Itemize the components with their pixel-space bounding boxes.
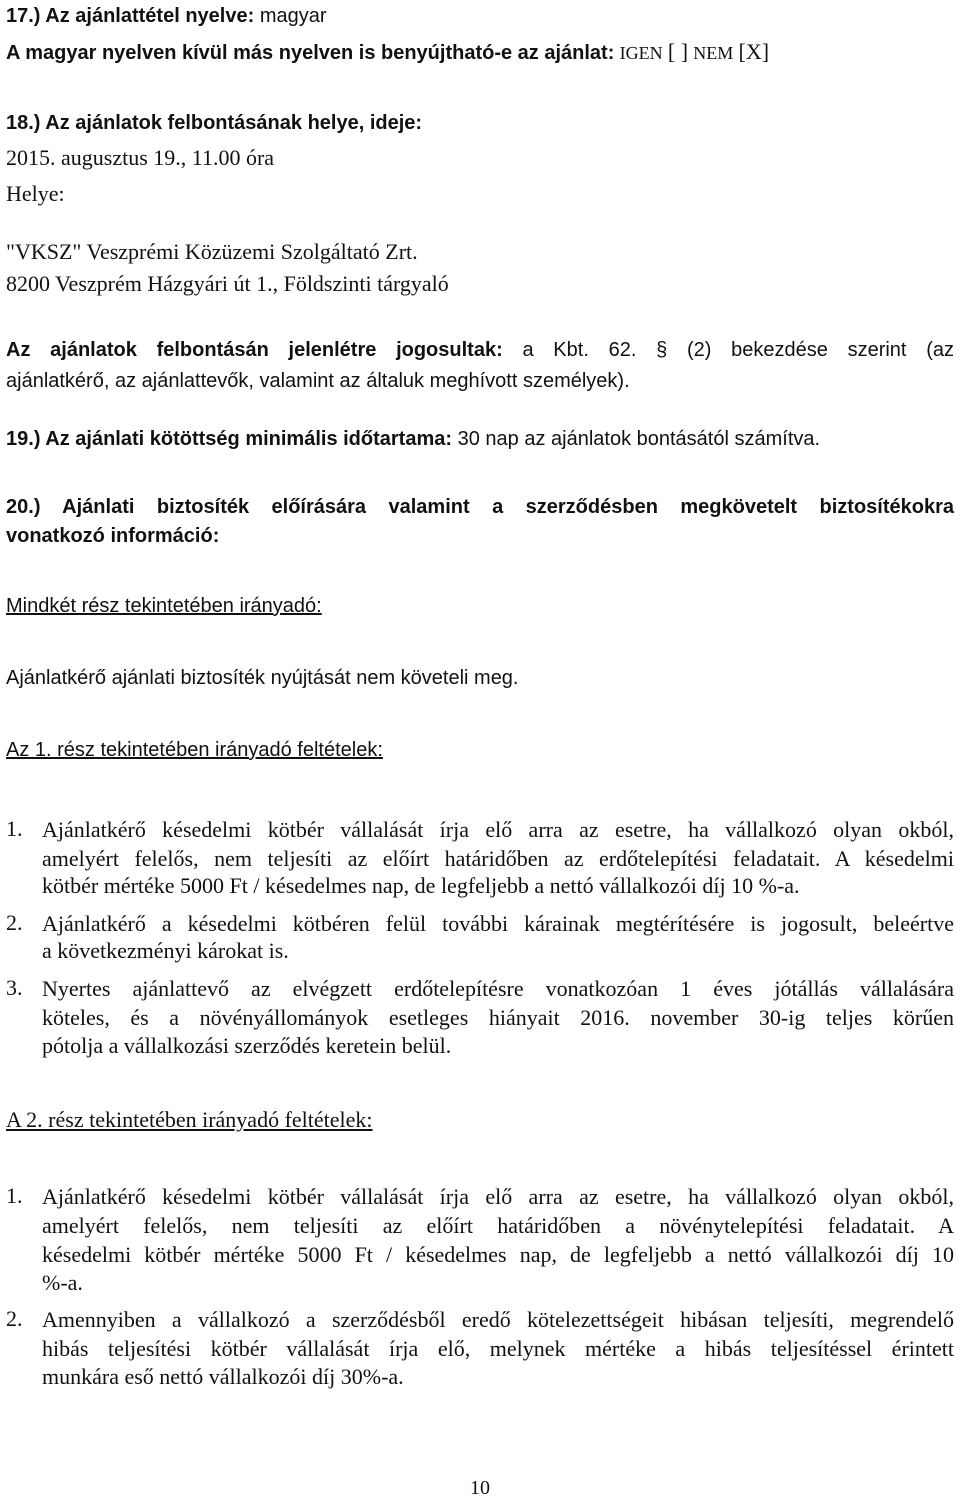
section-17-language: magyar bbox=[259, 5, 327, 27]
both-parts-heading: Mindkét rész tekintetében irányadó: bbox=[6, 595, 322, 617]
section-17-question bbox=[6, 40, 769, 65]
page-number: 10 bbox=[470, 1477, 490, 1499]
part-2-item-1-line-2: amelyért felelős, nem teljesíti az előírt határidőben a növénytelepítési feladatait. A bbox=[42, 1213, 954, 1238]
attendance-line-1 bbox=[6, 339, 954, 362]
part-1-item-1-number: 1. bbox=[6, 816, 23, 841]
part-1-item-2-line-2: a következményi károkat is. bbox=[42, 938, 289, 963]
section-19-text: 30 nap az ajánlatok bontásától számítva. bbox=[457, 428, 821, 450]
part-2-heading: A 2. rész tekintetében irányadó feltételek: bbox=[6, 1107, 373, 1132]
part-2-item-1-line-3: késedelmi kötbér mértéke 5000 Ft / késedelmes nap, de legfeljebb a nettó vállalkozói díj 10 bbox=[42, 1242, 954, 1267]
part-2-item-1-number: 1. bbox=[6, 1183, 23, 1208]
organization-name: "VKSZ" Veszprémi Közüzemi Szolgáltató Zrt. bbox=[6, 239, 418, 264]
part-1-item-2-line-1: Ajánlatkérő a késedelmi kötbéren felül további kárainak megtérítésére is jogosult, beleértve bbox=[42, 911, 954, 936]
part-1-item-3-line-2: köteles, és a növényállományok esetleges hiányait 2016. november 30-ig teljes körűen bbox=[42, 1005, 954, 1030]
section-18-heading: 18.) Az ajánlatok felbontásának helye, ideje: bbox=[6, 112, 423, 134]
section-19-heading: ) Az ajánlati kötöttség minimális időtartama: bbox=[33, 428, 453, 450]
nem-checkbox: [X] bbox=[738, 39, 770, 64]
part-2-item-2-line-1: Amennyiben a vállalkozó a szerződésből eredő kötelezettségeit hibásan teljesíti, megrendelő bbox=[42, 1307, 954, 1332]
question-label: A magyar nyelven kívül más nyelven is benyújtható-e az ajánlat: bbox=[6, 42, 615, 64]
section-19 bbox=[6, 427, 820, 451]
section-20-line-1 bbox=[6, 496, 954, 519]
part-1-item-1-line-2: amelyért felelős, nem teljesíti az előírt határidőben az erdőtelepítési feladatait. A késedelmi bbox=[42, 846, 954, 871]
place-label: Helye: bbox=[6, 181, 65, 206]
part-2-item-2-line-2: hibás teljesítési kötbér vállalását írja elő, melynek mértéke a hibás teljesítéssel érintett bbox=[42, 1336, 954, 1361]
part-2-item-1-line-1: Ajánlatkérő késedelmi kötbér vállalását írja elő arra az esetre, ha vállalkozó olyan okból, bbox=[42, 1184, 954, 1209]
part-2-item-1-line-4: %-a. bbox=[42, 1270, 83, 1295]
section-20-line-2: vonatkozó információ: bbox=[6, 525, 220, 547]
part-2-item-2-line-3: munkára eső nettó vállalkozói díj 30%-a. bbox=[42, 1364, 404, 1389]
part-1-item-2-number: 2. bbox=[6, 910, 23, 935]
igen-checkbox: [ ] bbox=[667, 39, 689, 64]
attendance-label: Az ajánlatok felbontásán jelenlétre jogosultak: bbox=[6, 339, 503, 361]
attendance-line-2: ajánlatkérő, az ajánlattevők, valamint az általuk meghívott személyek). bbox=[6, 370, 630, 392]
section-19-number: 19. bbox=[6, 428, 34, 450]
part-1-heading: Az 1. rész tekintetében irányadó feltételek: bbox=[6, 739, 383, 761]
section-17-heading: 17.) Az ajánlattétel nyelve: bbox=[6, 5, 255, 27]
attendance-text: a Kbt. 62. § (2) bekezdése szerint (az bbox=[522, 339, 954, 361]
part-1-item-3-line-1: Nyertes ajánlattevő az elvégzett erdőtelepítésre vonatkozóan 1 éves jótállás vállalására bbox=[42, 976, 954, 1001]
part-1-item-1-line-1: Ajánlatkérő késedelmi kötbér vállalását írja elő arra az esetre, ha vállalkozó olyan okból, bbox=[42, 817, 954, 842]
part-1-item-1-line-3: kötbér mértéke 5000 Ft / késedelmes nap, de legfeljebb a nettó vállalkozói díj 10 %-a. bbox=[42, 873, 800, 898]
part-2-item-2-number: 2. bbox=[6, 1306, 23, 1331]
opening-date: 2015. augusztus 19., 11.00 óra bbox=[6, 145, 275, 170]
address: 8200 Veszprém Házgyári út 1., Földszinti tárgyaló bbox=[6, 271, 449, 296]
igen-label: IGEN bbox=[619, 43, 663, 63]
nem-label: NEM bbox=[693, 43, 734, 63]
part-1-item-3-line-3: pótolja a vállalkozási szerződés keretein belül. bbox=[42, 1033, 452, 1058]
section-20-number: 20. bbox=[6, 496, 34, 518]
section-20-heading: ) Ajánlati biztosíték előírására valamint a szerződésben megkövetelt biztosítékokra bbox=[33, 496, 954, 518]
part-1-item-3-number: 3. bbox=[6, 975, 23, 1000]
section-17-line bbox=[6, 4, 327, 28]
both-parts-text: Ajánlatkérő ajánlati biztosíték nyújtását nem követeli meg. bbox=[6, 667, 519, 689]
